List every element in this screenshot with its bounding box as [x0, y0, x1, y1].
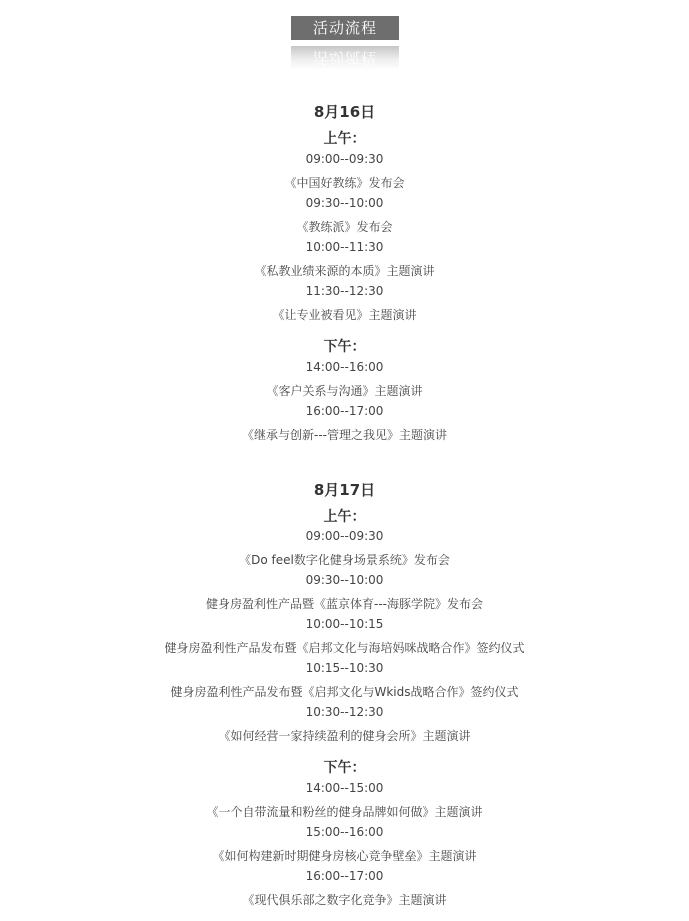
- afternoon-label: 下午：: [323, 760, 366, 776]
- session-event: 《一个自带流量和粉丝的健身品牌如何做》主题演讲: [206, 805, 483, 819]
- session-time: 09:00--09:30: [305, 152, 384, 166]
- session-event: 《中国好教练》发布会: [284, 176, 405, 190]
- session-event: 《Do feel数字化健身场景系统》发布会: [239, 553, 450, 567]
- morning-label: 上午：: [323, 131, 366, 147]
- afternoon-label: 下午：: [323, 339, 366, 355]
- session-time: 16:00--17:00: [305, 404, 384, 418]
- session-event: 健身房盈利性产品发布暨《启邦文化与Wkids战略合作》签约仪式: [170, 685, 519, 699]
- session-time: 16:00--17:00: [305, 869, 384, 883]
- session-event: 健身房盈利性产品暨《蓝京体育---海豚学院》发布会: [206, 597, 483, 611]
- session-time: 09:30--10:00: [305, 573, 384, 587]
- session-event: 《继承与创新---管理之我见》主题演讲: [242, 428, 447, 442]
- session-event: 《教练派》发布会: [296, 220, 393, 234]
- session-event: 《如何构建新时期健身房核心竞争壁垒》主题演讲: [212, 849, 477, 863]
- page-title-reflection-text: 活动流程: [312, 49, 377, 67]
- day-date: 8月16日: [313, 103, 376, 121]
- day-date: 8月17日: [313, 481, 376, 499]
- session-event: 健身房盈利性产品发布暨《启邦文化与海培妈咪战略合作》签约仪式: [164, 641, 525, 655]
- session-event: 《让专业被看见》主题演讲: [272, 308, 417, 322]
- session-time: 10:15--10:30: [305, 661, 384, 675]
- session-time: 09:00--09:30: [305, 529, 384, 543]
- morning-label: 上午：: [323, 509, 366, 525]
- session-event: 《私教业绩来源的本质》主题演讲: [254, 264, 435, 278]
- session-time: 10:30--12:30: [305, 705, 384, 719]
- session-time: 10:00--11:30: [305, 240, 384, 254]
- session-time: 14:00--15:00: [305, 781, 384, 795]
- session-time: 09:30--10:00: [305, 196, 384, 210]
- session-event: 《如何经营一家持续盈利的健身会所》主题演讲: [218, 729, 471, 743]
- session-time: 14:00--16:00: [305, 360, 384, 374]
- session-time: 10:00--10:15: [305, 617, 384, 631]
- session-time: 11:30--12:30: [305, 284, 384, 298]
- session-time: 15:00--16:00: [305, 825, 384, 839]
- session-event: 《现代俱乐部之数字化竞争》主题演讲: [242, 893, 447, 907]
- session-event: 《客户关系与沟通》主题演讲: [266, 384, 423, 398]
- page-title: 活动流程: [291, 16, 399, 40]
